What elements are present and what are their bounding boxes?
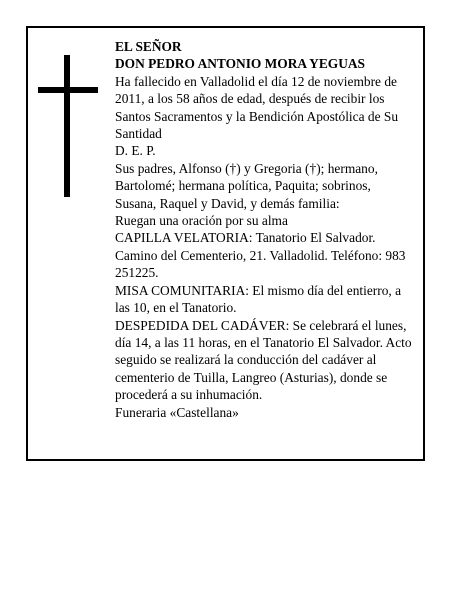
notice-text [115,38,415,421]
rip-abbreviation: D. E. P. [115,143,156,159]
cross-icon [38,55,98,197]
community-mass-info: MISA COMUNITARIA: El mismo día del entierro, a las 10, en el Tanatorio. [115,282,402,316]
family-list: Sus padres, Alfonso (†) y Gregoria (†); hermano, Bartolomé; hermana política, Paquita; sobrinos, Susana, Raquel y David, y demás familia: [115,160,378,211]
funeral-home: Funeraria «Castellana» [115,404,239,420]
death-announcement: Ha fallecido en Valladolid el día 12 de noviembre de 2011, a los 58 años de edad, después de recibir los Santos Sacramentos y la Bendición Apostólica de Su Santidad [115,73,399,142]
deceased-name: DON PEDRO ANTONIO MORA YEGUAS [115,56,365,72]
wake-chapel-info: CAPILLA VELATORIA: Tanatorio El Salvador. Camino del Cementerio, 21. Valladolid. Teléfono: 983 251225. [115,230,406,281]
notice-heading: EL SEÑOR [115,39,182,54]
cross-horizontal-bar [38,87,98,93]
prayer-request: Ruegan una oración por su alma [115,213,288,229]
cross-vertical-bar [64,55,70,197]
farewell-info: DESPEDIDA DEL CADÁVER: Se celebrará el lunes, día 14, a las 11 horas, en el Tanatorio El Salvador. Acto seguido se realizará la conducción del cadáver al cementerio de Tuilla, Langreo (Asturias), donde se procederá a su inhumación. [115,317,412,403]
